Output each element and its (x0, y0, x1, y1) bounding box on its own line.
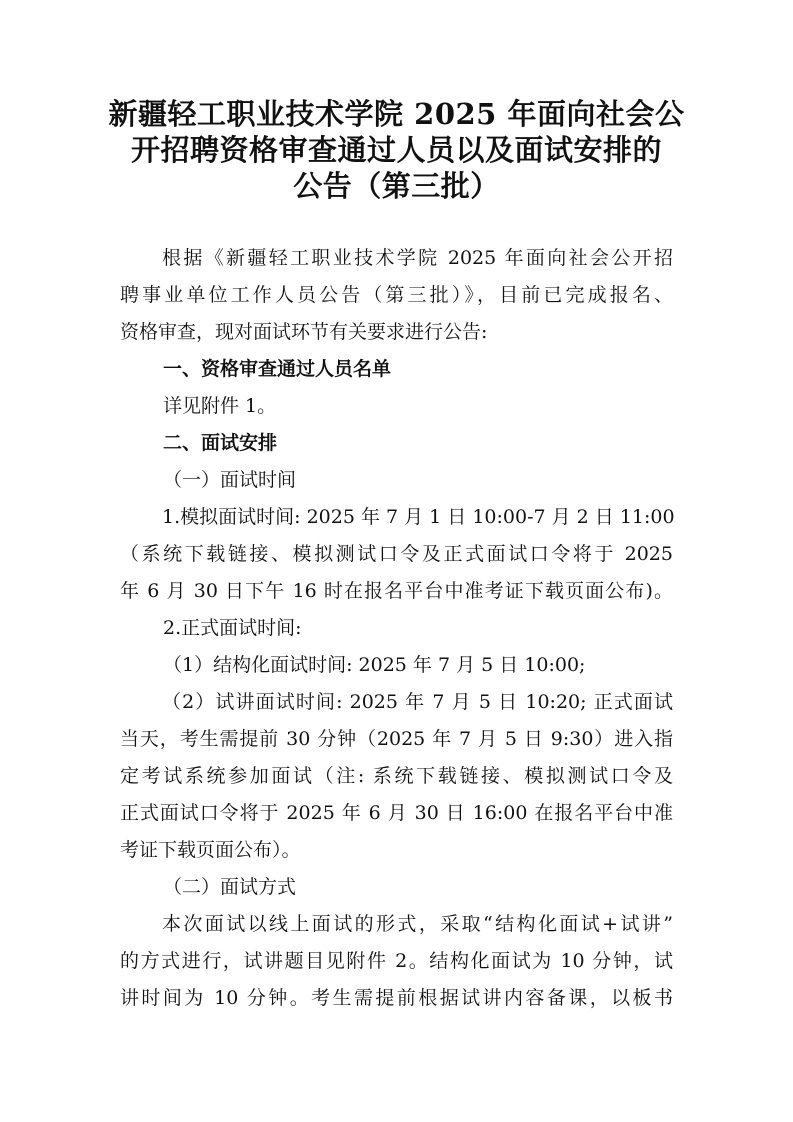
structured-interview-time: （1）结构化面试时间: 2025 年 7 月 5 日 10:00; (163, 654, 586, 676)
title-line-1: 新疆轻工职业技术学院 2025 年面向社会公 (108, 97, 685, 131)
mock-interview-line-1: 1.模拟面试时间: 2025 年 7 月 1 日 10:00-7 月 2 日 11:00 (162, 506, 675, 528)
lecture-line-4: 正式面试口令将于 2025 年 6 月 30 日 16:00 在报名平台中准 (120, 802, 673, 824)
lecture-line-3: 定考试系统参加面试（注: 系统下载链接、模拟测试口令及 (120, 765, 673, 787)
subsection2-heading: （二）面试方式 (163, 876, 297, 898)
lecture-line-1: （2）试讲面试时间: 2025 年 7 月 5 日 10:20; 正式面试 (162, 691, 673, 713)
lecture-line-2: 当天，考生需提前 30 分钟（2025 年 7 月 5 日 9:30）进入指 (120, 728, 673, 750)
formal-interview-heading: 2.正式面试时间: (163, 617, 302, 639)
intro-line-1: 根据《新疆轻工职业技术学院 2025 年面向社会公开招 (162, 247, 673, 269)
subsection1-heading: （一）面试时间 (163, 469, 297, 491)
intro-line-2: 聘事业单位工作人员公告（第三批）》，目前已完成报名、 (120, 284, 673, 306)
section2-heading: 二、面试安排 (163, 432, 278, 454)
method-line-3: 讲时间为 10 分钟。考生需提前根据试讲内容备课，以板书 (120, 987, 673, 1009)
title-line-3: 公告（第三批） (293, 169, 500, 203)
method-line-2: 的方式进行，试讲题目见附件 2。结构化面试为 10 分钟，试 (120, 950, 673, 972)
method-line-1: 本次面试以线上面试的形式，采取“结构化面试+试讲” (162, 913, 673, 935)
section1-heading: 一、资格审查通过人员名单 (163, 358, 392, 380)
lecture-line-5: 考证下载页面公布）。 (120, 839, 301, 861)
mock-interview-line-2: （系统下载链接、模拟测试口令及正式面试口令将于 2025 (120, 543, 673, 565)
mock-interview-line-3: 年 6 月 30 日下午 16 时在报名平台中准考证下载页面公布)。 (120, 580, 673, 602)
intro-line-3: 资格审查，现对面试环节有关要求进行公告: (120, 321, 488, 343)
section1-text: 详见附件 1。 (163, 395, 277, 417)
title-line-2: 开招聘资格审查通过人员以及面试安排的 (130, 133, 662, 167)
